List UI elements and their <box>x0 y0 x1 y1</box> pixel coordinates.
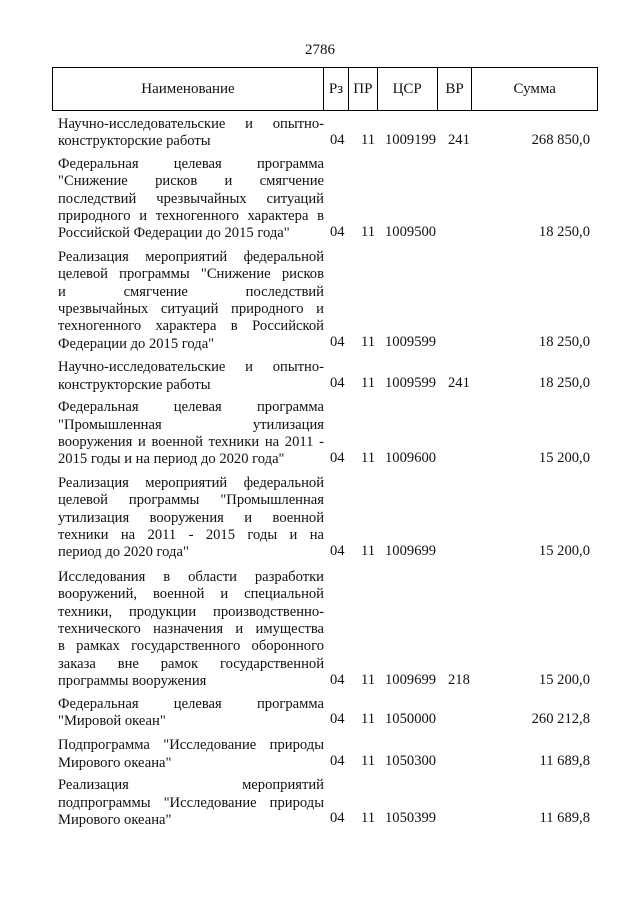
row-name-line: техногенного характера в Российской <box>58 318 324 335</box>
row-csr: 1050000 <box>385 711 437 728</box>
row-rz: 04 <box>330 711 345 728</box>
row-rz: 04 <box>330 131 345 148</box>
row-pr: 11 <box>361 375 376 392</box>
table-row <box>52 696 598 731</box>
header-rz: Рз <box>323 68 348 110</box>
table-row <box>52 475 598 562</box>
row-name-line: Реализация мероприятий федеральной <box>58 474 324 491</box>
row-rz: 04 <box>330 542 345 559</box>
row-name-line: чрезвычайных ситуаций природного и <box>58 301 324 318</box>
row-name-line: Российской Федерации до 2015 года" <box>58 225 290 242</box>
row-name-line: природного и техногенного характера в <box>58 208 324 225</box>
row-sum: 268 850,0 <box>531 131 590 148</box>
row-name-line: вооружения и военной техники на 2011 - <box>58 433 324 450</box>
row-name-line: Федеральная целевая программа <box>58 695 324 712</box>
row-sum: 15 200,0 <box>538 671 590 688</box>
row-pr: 11 <box>361 449 376 466</box>
row-csr: 1009600 <box>385 449 437 466</box>
row-name-line: Мирового океана" <box>58 754 172 771</box>
row-sum: 15 200,0 <box>538 542 590 559</box>
row-sum: 18 250,0 <box>538 375 590 392</box>
row-csr: 1050399 <box>385 810 437 827</box>
row-pr: 11 <box>361 810 376 827</box>
row-name-line: целевой программы "Снижение рисков <box>58 266 324 283</box>
row-sum: 260 212,8 <box>531 711 590 728</box>
table-row <box>52 569 598 691</box>
row-name-line: Федеральная целевая программа <box>58 155 324 172</box>
header-csr: ЦСР <box>377 68 437 110</box>
row-rz: 04 <box>330 334 345 351</box>
table-row <box>52 116 598 151</box>
header-vr: ВР <box>437 68 472 110</box>
row-name-line: Реализация мероприятий <box>58 777 324 794</box>
row-name-line: Подпрограмма "Исследование природы <box>58 737 324 754</box>
row-name-line: "Мировой океан" <box>58 713 166 729</box>
table-row <box>52 249 598 353</box>
row-name-line: Научно-исследовательские и опытно- <box>58 116 324 132</box>
row-rz: 04 <box>330 223 345 240</box>
header-sum: Сумма <box>471 68 597 110</box>
row-pr: 11 <box>361 542 376 559</box>
row-name-line: в рамках государственного оборонного <box>58 638 324 655</box>
row-csr: 1009199 <box>385 131 437 148</box>
table-header <box>52 67 598 111</box>
row-name-line: Федеральная целевая программа <box>58 399 324 416</box>
row-rz: 04 <box>330 449 345 466</box>
table-row <box>52 156 598 243</box>
row-name-line: и смягчение последствий <box>58 283 324 300</box>
header-name: Наименование <box>141 80 235 97</box>
row-vr: 241 <box>448 131 470 148</box>
row-name-line: техники на 2011 - 2015 годы и на <box>58 526 324 543</box>
row-name-line: Федерации до 2015 года" <box>58 335 215 352</box>
row-name-line: 2015 годы и на период до 2020 года" <box>58 451 285 468</box>
table-row <box>52 359 598 394</box>
row-name-line: программы вооружения <box>58 673 207 690</box>
table-row <box>52 737 598 772</box>
row-name-line: конструкторские работы <box>58 376 211 393</box>
row-name-line: "Снижение рисков и смягчение <box>58 173 324 190</box>
row-name-line: техники, продукции производственно- <box>58 603 324 620</box>
row-name-line: Реализация мероприятий федеральной <box>58 248 324 265</box>
row-name-line: технического назначения и имущества <box>58 620 324 637</box>
row-sum: 11 689,8 <box>539 753 590 770</box>
row-name-line: "Промышленная утилизация <box>58 416 324 433</box>
row-rz: 04 <box>330 753 345 770</box>
row-name-line: вооружений, военной и специальной <box>58 586 324 603</box>
row-vr: 218 <box>448 671 470 688</box>
row-csr: 1009599 <box>385 375 437 392</box>
row-pr: 11 <box>361 334 376 351</box>
row-name-line: подпрограммы "Исследование природы <box>58 794 324 811</box>
page-number: 2786 <box>305 42 335 58</box>
row-csr: 1009500 <box>385 223 437 240</box>
row-pr: 11 <box>361 711 376 728</box>
row-name-line: утилизация вооружения и военной <box>58 509 324 526</box>
table-row <box>52 777 598 829</box>
row-name-line: последствий чрезвычайных ситуаций <box>58 190 324 207</box>
row-sum: 15 200,0 <box>538 449 590 466</box>
header-pr: ПР <box>348 68 377 110</box>
row-vr: 241 <box>448 375 470 392</box>
row-name-line: заказа вне рамок государственной <box>58 655 324 672</box>
row-name-line: конструкторские работы <box>58 133 211 150</box>
row-sum: 18 250,0 <box>538 334 590 351</box>
row-csr: 1009599 <box>385 334 437 351</box>
row-rz: 04 <box>330 671 345 688</box>
row-pr: 11 <box>361 223 376 240</box>
row-csr: 1050300 <box>385 753 437 770</box>
row-pr: 11 <box>361 753 376 770</box>
row-name-line: целевой программы "Промышленная <box>58 492 324 509</box>
row-name-line: Мирового океана" <box>58 812 172 829</box>
row-pr: 11 <box>361 131 376 148</box>
row-name-line: Научно-исследовательские и опытно- <box>58 359 324 376</box>
row-name-line: Исследования в области разработки <box>58 568 324 585</box>
row-rz: 04 <box>330 375 345 392</box>
row-pr: 11 <box>361 671 376 688</box>
table-row <box>52 399 598 469</box>
table-body <box>52 116 598 834</box>
row-sum: 18 250,0 <box>538 223 590 240</box>
row-name-line: период до 2020 года" <box>58 544 189 561</box>
row-csr: 1009699 <box>385 671 437 688</box>
row-sum: 11 689,8 <box>539 810 590 827</box>
row-rz: 04 <box>330 810 345 827</box>
row-csr: 1009699 <box>385 542 437 559</box>
